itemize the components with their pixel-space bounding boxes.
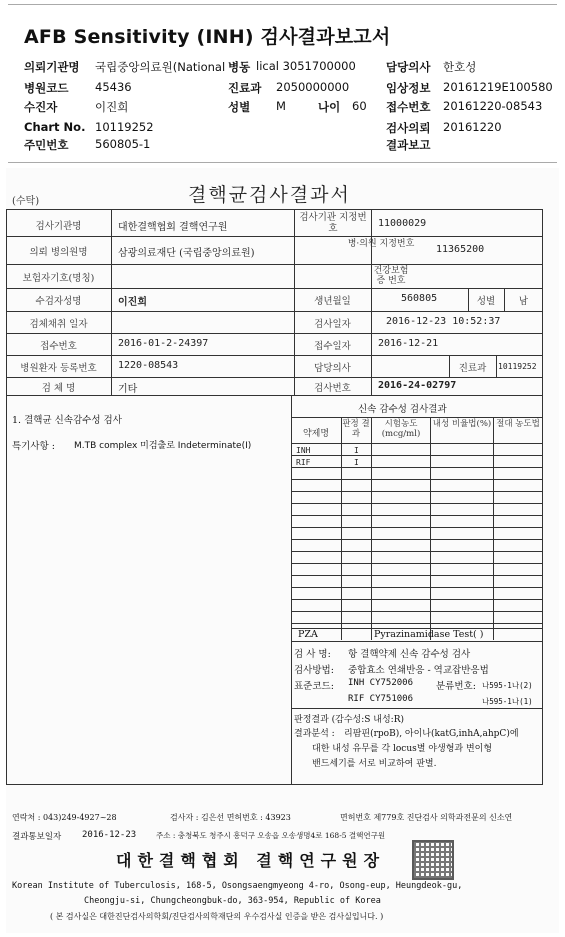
specimen-value: 기타 bbox=[118, 384, 138, 395]
code-rif: RIF CY751006 bbox=[348, 694, 414, 704]
agency-code-label: 검사기관 지정번호 bbox=[299, 212, 367, 234]
result-grid-line bbox=[291, 563, 543, 564]
sex-value-2: 남 bbox=[518, 296, 529, 307]
code-label: 표준코드: bbox=[294, 681, 334, 692]
address: 주소 : 충청북도 청주시 흥덕구 오송읍 오송생명4로 168-5 결핵연구원 bbox=[156, 831, 386, 840]
col-drug: 약제명 bbox=[302, 429, 330, 439]
drug-inh: INH bbox=[296, 446, 311, 455]
certification-note: ( 본 검사실은 대한진단검사의학회/진단검사의학재단의 우수검사실 인증을 받은 검사실입니다. ) bbox=[50, 912, 384, 921]
test-no-value: 2016-24-02797 bbox=[378, 380, 457, 391]
test-date-value: 2016-12-23 10:52:37 bbox=[386, 316, 501, 327]
code-inh: INH CY752006 bbox=[348, 678, 414, 688]
patient-value: 이진희 bbox=[95, 100, 129, 114]
receipt-no-value-2: 2016-01-2-24397 bbox=[118, 338, 209, 349]
report-title: AFB Sensitivity (INH) 검사결과보고서 bbox=[24, 26, 391, 48]
agency-code-value: 11000029 bbox=[378, 218, 427, 229]
english-address-2: Cheongju-si, Chungcheongbuk-do, 363-954, Republic of Korea bbox=[84, 896, 381, 906]
agency-name-label: 검사기관명 bbox=[35, 221, 82, 232]
result-grid-line bbox=[291, 479, 543, 480]
consigned-tag: (수탁) bbox=[12, 196, 40, 207]
analysis-label: 결과분석 : bbox=[294, 729, 335, 739]
result-rif: I bbox=[354, 458, 359, 467]
request-date-value: 20161220 bbox=[443, 120, 502, 134]
dept-label: 진료과 bbox=[228, 81, 262, 95]
analysis-line-1: 리팜핀(rpoB), 아이나(katG,inhA,ahpC)에 bbox=[344, 729, 519, 739]
sex-value: M bbox=[276, 99, 286, 113]
doctor-label: 담당의사 bbox=[386, 60, 431, 74]
result-grid-line bbox=[291, 599, 543, 600]
test-date-label: 검사일자 bbox=[314, 319, 351, 330]
clinical-info-value: 20161219E100580 bbox=[443, 80, 553, 94]
name-value: 이진희 bbox=[118, 297, 147, 308]
method-name-value: 항 결핵약제 신속 감수성 검사 bbox=[348, 649, 471, 660]
result-grid-line bbox=[291, 587, 543, 588]
resident-no-value: 560805-1 bbox=[95, 137, 151, 151]
result-grid-line bbox=[291, 503, 543, 504]
receipt-date-value: 2016-12-21 bbox=[378, 338, 439, 349]
hospital-name-label: 의뢰 병의원명 bbox=[29, 247, 88, 258]
hospital-code-value-2: 11365200 bbox=[436, 244, 485, 255]
notify-date-value: 2016-12-23 bbox=[82, 830, 137, 840]
method-name-label: 검 사 명: bbox=[294, 649, 331, 660]
age-label: 나이 bbox=[318, 100, 341, 114]
method-value: 중합효소 연쇄반응 - 역교잡반응법 bbox=[348, 665, 489, 676]
result-grid-line bbox=[291, 467, 543, 468]
age-value: 60 bbox=[352, 99, 367, 113]
report-main-title: 결핵균검사결과서 bbox=[188, 184, 351, 206]
specimen-label: 검 체 명 bbox=[41, 383, 76, 394]
doctor-value: 한호성 bbox=[443, 60, 477, 74]
sex-label-2: 성별 bbox=[476, 296, 496, 307]
result-inh: I bbox=[354, 446, 359, 455]
resident-no-label: 주민번호 bbox=[24, 138, 69, 152]
request-date-label: 검사의뢰 bbox=[386, 121, 431, 135]
dept-label-2: 진료과 bbox=[458, 363, 487, 374]
patient-no-value: 1220-08543 bbox=[118, 360, 179, 371]
test-no-label: 검사번호 bbox=[314, 383, 351, 394]
result-grid-line bbox=[291, 551, 543, 552]
result-grid-line bbox=[291, 455, 543, 456]
judgement: 판정결과 (감수성:S 내성:R) bbox=[294, 715, 404, 725]
result-grid-line bbox=[291, 575, 543, 576]
hospital-code-value: 45436 bbox=[95, 80, 132, 94]
receipt-no-label: 접수번호 bbox=[386, 100, 431, 114]
pza-label: PZA bbox=[298, 629, 318, 640]
license: 면허번호 제779호 진단검사 의학과전문의 신소연 bbox=[340, 813, 513, 822]
report-date-label: 결과보고 bbox=[386, 138, 431, 152]
birth-label: 생년월일 bbox=[314, 296, 351, 307]
top-divider bbox=[8, 4, 557, 5]
insurance-no-label: 건강보험 증 번호 bbox=[373, 266, 409, 286]
dept-value: 2050000000 bbox=[276, 80, 350, 94]
receipt-date-label: 접수일자 bbox=[314, 341, 351, 352]
name-label: 수검자성명 bbox=[35, 296, 82, 307]
test-item: 1. 결핵균 신속감수성 검사 bbox=[12, 415, 122, 426]
result-grid-line bbox=[291, 611, 543, 612]
ward-value: lical 3051700000 bbox=[256, 59, 356, 73]
clinical-info-label: 임상정보 bbox=[386, 81, 431, 95]
result-grid-line bbox=[291, 491, 543, 492]
dept-value-2: 10119252 bbox=[498, 362, 537, 371]
col-ratio: 내성 비율법(%) bbox=[432, 419, 492, 429]
drug-rif: RIF bbox=[296, 458, 311, 467]
sex-label: 성별 bbox=[228, 100, 251, 114]
patient-label: 수진자 bbox=[24, 100, 58, 114]
analysis-line-3: 밴드세기를 서로 비교하여 판별. bbox=[312, 759, 437, 769]
result-grid-line bbox=[291, 539, 543, 540]
col-result: 판정 결과 bbox=[342, 419, 370, 439]
chart-no-label: Chart No. bbox=[24, 120, 86, 134]
ward-label: 병동 bbox=[228, 60, 251, 74]
agency-value: 국립중앙의료원(National bbox=[95, 60, 226, 74]
english-address-1: Korean Institute of Tuberculosis, 168-5, Osongsaengmyeong 4-ro, Osong-eup, Heungdeok-gu, bbox=[12, 881, 463, 891]
official-seal bbox=[412, 840, 454, 880]
method-label: 검사방법: bbox=[294, 665, 334, 676]
note-label: 특기사항 : bbox=[12, 441, 55, 452]
class-rif: 나595-1나(1) bbox=[482, 697, 533, 706]
col-concentration: 시험농도 (mcg/ml) bbox=[381, 419, 421, 439]
doctor-label-2: 담당의사 bbox=[314, 363, 351, 374]
class-label: 분류번호: bbox=[436, 681, 476, 692]
hospital-code-label-2: 병·의원 지정번호 bbox=[347, 239, 415, 249]
patient-no-label: 병원환자 등록번호 bbox=[20, 363, 97, 374]
receipt-no-label-2: 접수번호 bbox=[40, 341, 77, 352]
note-value: M.TB complex 미검출로 Indeterminate(I) bbox=[74, 441, 252, 451]
inspector: 검사자 : 김은선 면허번호 : 43923 bbox=[170, 813, 291, 822]
organization-name: 대한결핵협회 결핵연구원장 bbox=[116, 851, 386, 870]
collect-date-label: 검체채취 일자 bbox=[29, 319, 88, 330]
result-grid-line bbox=[291, 527, 543, 528]
scanned-report bbox=[6, 168, 559, 933]
insurer-label: 보험자기호(명칭) bbox=[22, 273, 95, 284]
agency-name-value: 대한결핵협회 결핵연구원 bbox=[118, 222, 228, 233]
chart-no-value: 10119252 bbox=[95, 120, 154, 134]
hospital-name-value: 삼광의료재단 (국립중앙의료원) bbox=[118, 248, 255, 259]
notify-date-label: 결과통보일자 bbox=[12, 832, 62, 842]
pza-value: Pyrazinamidase Test( ) bbox=[374, 629, 484, 640]
result-table-title: 신속 감수성 검사결과 bbox=[358, 404, 447, 415]
col-absolute: 절대 농도법 bbox=[496, 419, 540, 429]
agency-label: 의뢰기관명 bbox=[24, 60, 80, 74]
contact: 연락처 : 043)249-4927~28 bbox=[12, 813, 117, 822]
hospital-code-label: 병원코드 bbox=[24, 81, 69, 95]
class-inh: 나595-1나(2) bbox=[482, 681, 533, 690]
receipt-no-value: 20161220-08543 bbox=[443, 99, 543, 113]
birth-value: 560805 bbox=[401, 293, 438, 304]
result-grid-line bbox=[291, 515, 543, 516]
header-divider bbox=[8, 162, 557, 163]
analysis-line-2: 대한 내성 유무를 각 locus별 야생형과 변이형 bbox=[312, 744, 493, 754]
result-grid-line bbox=[291, 623, 543, 624]
